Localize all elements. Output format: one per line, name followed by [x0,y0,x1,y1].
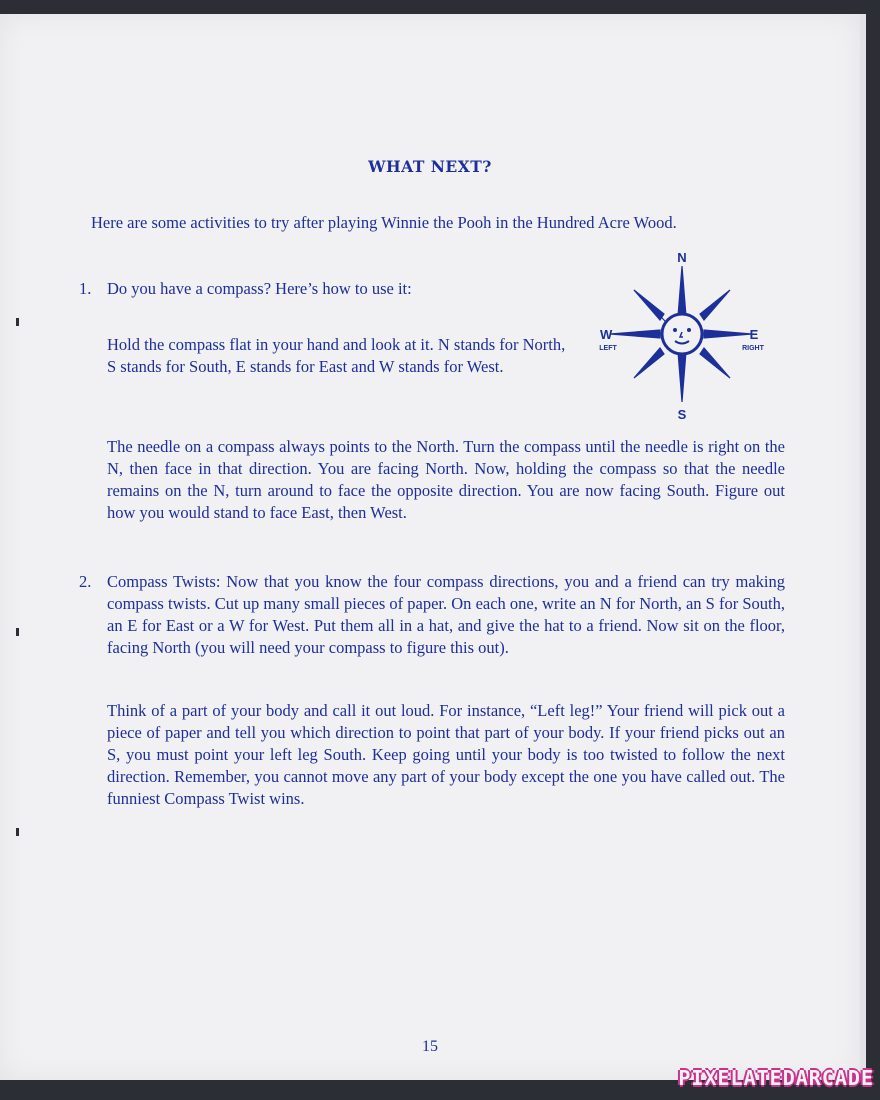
page-number: 15 [422,1038,438,1055]
left-label: LEFT [599,345,617,352]
sw-point [634,348,664,378]
binding-hole [16,828,19,836]
page-edge [860,14,866,1080]
item-number: 1. [79,279,92,298]
booklet-page [0,14,860,1080]
item-number: 2. [79,572,92,591]
east-point [704,330,752,338]
north-label: N [677,250,687,265]
item-heading: Do you have a compass? Here’s how to use it: [107,279,412,298]
east-label: E [749,327,759,342]
binding-hole [16,318,19,326]
north-point [678,266,686,316]
south-point [678,352,686,402]
ne-point [700,290,730,320]
nw-point [634,290,664,320]
page-content [0,14,860,1080]
se-point [700,348,730,378]
west-point [610,330,660,338]
compass-instructions: Hold the compass flat in your hand and look at it. N stands for North, S stands for South, E stands for East and W stands for West. [107,335,566,376]
intro-paragraph: Here are some activities to try after playing Winnie the Pooh in the Hundred Acre Wood. [91,213,677,232]
compass-twists-paragraph: Compass Twists: Now that you know the four compass directions, you and a friend can try making compass twists. Cut up many small pieces of paper. On each one, write an N for North, an S for South, an E for East or a W for West. Put them all in a hat, and give the hat to a friend. Now sit on the floor, facing North (you will need your compass to figure this out). [107,572,785,657]
needle-paragraph: The needle on a compass always points to the North. Turn the compass until the needle is right on the N, then face in that direction. You are facing North. Now, holding the compass so that the needle remains on the N, turn around to face the opposite direction. You are now facing South. Figure out how you would stand to face East, then West. [107,437,785,522]
west-label: W [600,327,613,342]
south-label: S [677,407,687,422]
watermark-logo: PIXELATEDARCADE [678,1066,874,1090]
page-title: WHAT NEXT? [368,157,492,176]
body-part-paragraph: Think of a part of your body and call it out loud. For instance, “Left leg!” Your friend will pick out a piece of paper and tell you which direction to point that part of your body. If your friend picks out an S, you must point your left leg South. Keep going until your body is too twisted to follow the next direction. Remember, you cannot move any part of your body except the one you have called out. The funniest Compass Twist wins. [107,701,785,808]
right-label: RIGHT [742,345,764,352]
compass-rose-illustration [594,246,770,422]
binding-hole [16,628,19,636]
